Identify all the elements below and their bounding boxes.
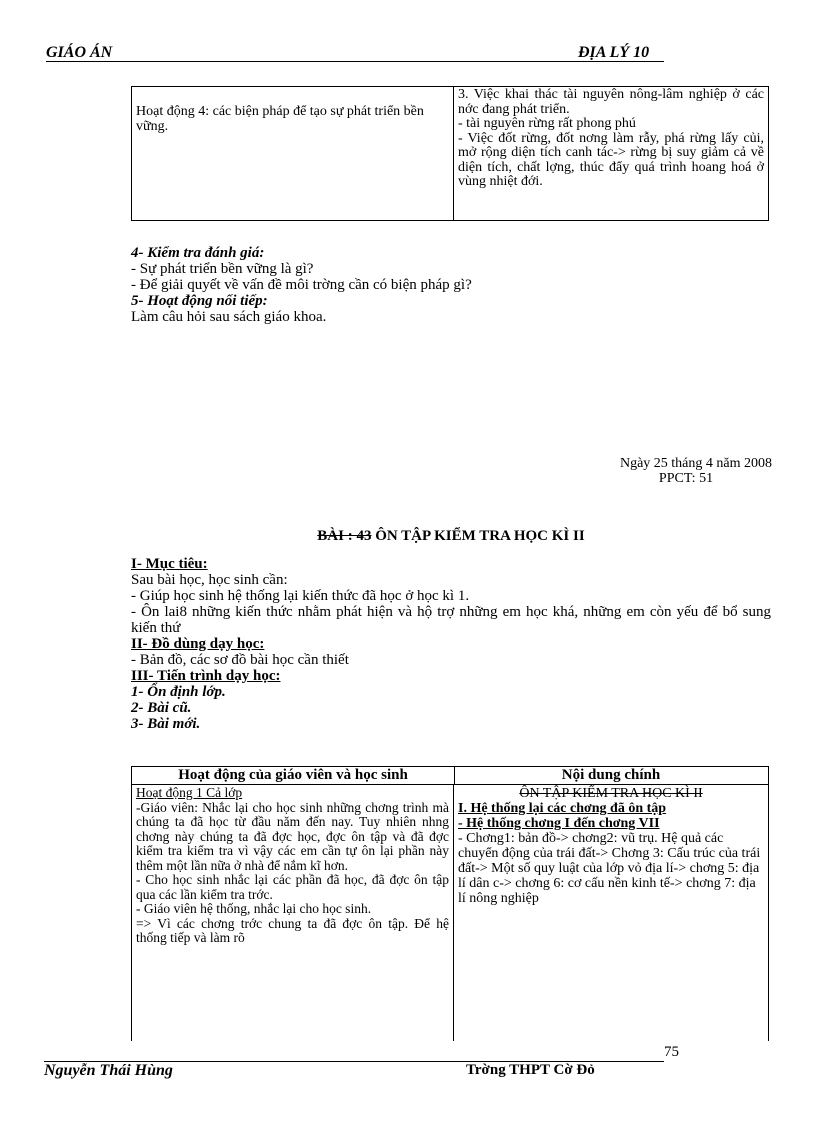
- header-left: GIÁO ÁN: [46, 44, 113, 61]
- lesson-number: BÀI : 43: [317, 528, 372, 544]
- ppct-line: PPCT: 51: [658, 471, 714, 486]
- review-title: ÔN TẬP KIỂM TRA HỌC KÌ II: [519, 786, 703, 801]
- col-header-content: Nội dung chính: [561, 767, 661, 783]
- header-divider: [46, 61, 664, 62]
- materials-text: - Bản đồ, các sơ đồ bài học cần thiết: [131, 652, 349, 668]
- content-cell: [454, 87, 768, 220]
- step-1: 1- Ổn định lớp.: [131, 684, 226, 700]
- activity-line-2: - Cho học sinh nhắc lại các phần đã học, đã đợc ôn tập qua các lần kiểm tra trớc.: [136, 872, 449, 902]
- date-block: [560, 456, 772, 486]
- content-line-1: 3. Việc khai thác tài nguyên nông-lâm nghiệp ở các nớc đang phát triển.: [458, 87, 764, 117]
- header-right: ĐỊA LÝ 10: [578, 44, 650, 61]
- process-heading: III- Tiến trình dạy học:: [131, 668, 281, 684]
- lesson-title: [131, 528, 771, 545]
- review-heading-1: I. Hệ thống lại các chơng đã ôn tập: [458, 801, 667, 816]
- table-2-header-row: [132, 767, 768, 785]
- content-line-3: - Việc đốt rừng, đốt nơng làm rẫy, phá rừng lấy củi, mở rộng diện tích canh tác-> rừng bị suy giảm cả về diện tích, chất lợng, thúc đẩy quá trình hoang hoá ở vùng nhiệt đới.: [458, 130, 764, 189]
- assessment-question-2: - Để giải quyết về vấn đề môi trờng cần có biện pháp gì?: [131, 277, 472, 293]
- activity-cell: [132, 87, 454, 220]
- step-3: 3- Bài mới.: [131, 716, 201, 732]
- assessment-heading: 4- Kiểm tra đánh giá:: [131, 245, 265, 261]
- objective-2: - Ôn lai8 những kiến thức nhằm phát hiện và hộ trợ những em học khá, những em còn yếu để bổ sung kiến thứ: [131, 604, 771, 636]
- activity-1-label: Hoạt động 1 Cả lớp: [136, 785, 243, 800]
- date-line: Ngày 25 tháng 4 năm 2008: [619, 456, 772, 471]
- review-body: - Chơng1: bản đồ-> chơng2: vũ trụ. Hệ quả các chuyển động của trái đất-> Chơng 3: Cấu trúc của trái đất-> Một số quy luật của lớp vỏ địa lí-> chơng 5: địa lí dân c-> chơng 6: cơ cấu nền kinh tế-> chơng 7: địa lí nông nghiệp: [458, 831, 761, 906]
- assessment-question-1: - Sự phát triển bền vững là gì?: [131, 261, 314, 277]
- footer-school: Trờng THPT Cờ Đỏ: [466, 1062, 595, 1078]
- activity-table-1: [131, 86, 769, 221]
- objectives-intro: Sau bài học, học sinh cần:: [131, 572, 288, 588]
- activity-4-text: Hoạt động 4: các biện pháp để tạo sự phát triển bền vững.: [136, 104, 424, 134]
- main-content-cell: [454, 785, 768, 1041]
- followup-text: Làm câu hỏi sau sách giáo khoa.: [131, 309, 327, 325]
- activity-line-4: => Vì các chơng trớc chung ta đã đợc ôn tập. Để hệ thống tiếp và làm rõ: [136, 915, 449, 945]
- activity-line-3: - Giáo viên hệ thống, nhắc lại cho học sinh.: [136, 901, 372, 916]
- footer-author: Nguyễn Thái Hùng: [44, 1062, 173, 1079]
- followup-heading: 5- Hoạt động nối tiếp:: [131, 293, 268, 309]
- step-2: 2- Bài cũ.: [131, 700, 192, 716]
- activity-table-2: [131, 766, 769, 1041]
- teacher-activity-cell: [132, 785, 454, 1041]
- assessment-section: [131, 245, 771, 325]
- page-number: 75: [664, 1044, 679, 1060]
- materials-heading: II- Đồ dùng dạy học:: [131, 636, 265, 652]
- lesson-body: [131, 556, 771, 732]
- objectives-heading: I- Mục tiêu:: [131, 556, 208, 572]
- content-line-2: - tài nguyên rừng rất phong phú: [458, 116, 636, 131]
- lesson-name: ÔN TẬP KIỂM TRA HỌC KÌ II: [375, 528, 585, 544]
- col-header-activities: Hoạt động của giáo viên và học sinh: [132, 767, 455, 784]
- activity-line-1: -Giáo viên: Nhắc lại cho học sinh những chơng trình mà chúng ta đã học từ đầu năm đến nay. Tuy nhiên nhng chơng này chúng ta đã đợc học, đợc ôn tập và đã đợc kiểm tra kiểm tra vì vậy các em cần tự ôn lại phần này thêm một lần nữa ở nhà để nắm kĩ hơn.: [136, 799, 449, 873]
- review-heading-2: - Hệ thống chơng I đến chơng VII: [458, 816, 660, 831]
- objective-1: - Giúp học sinh hệ thống lại kiến thức đã học ở học kì 1.: [131, 588, 470, 604]
